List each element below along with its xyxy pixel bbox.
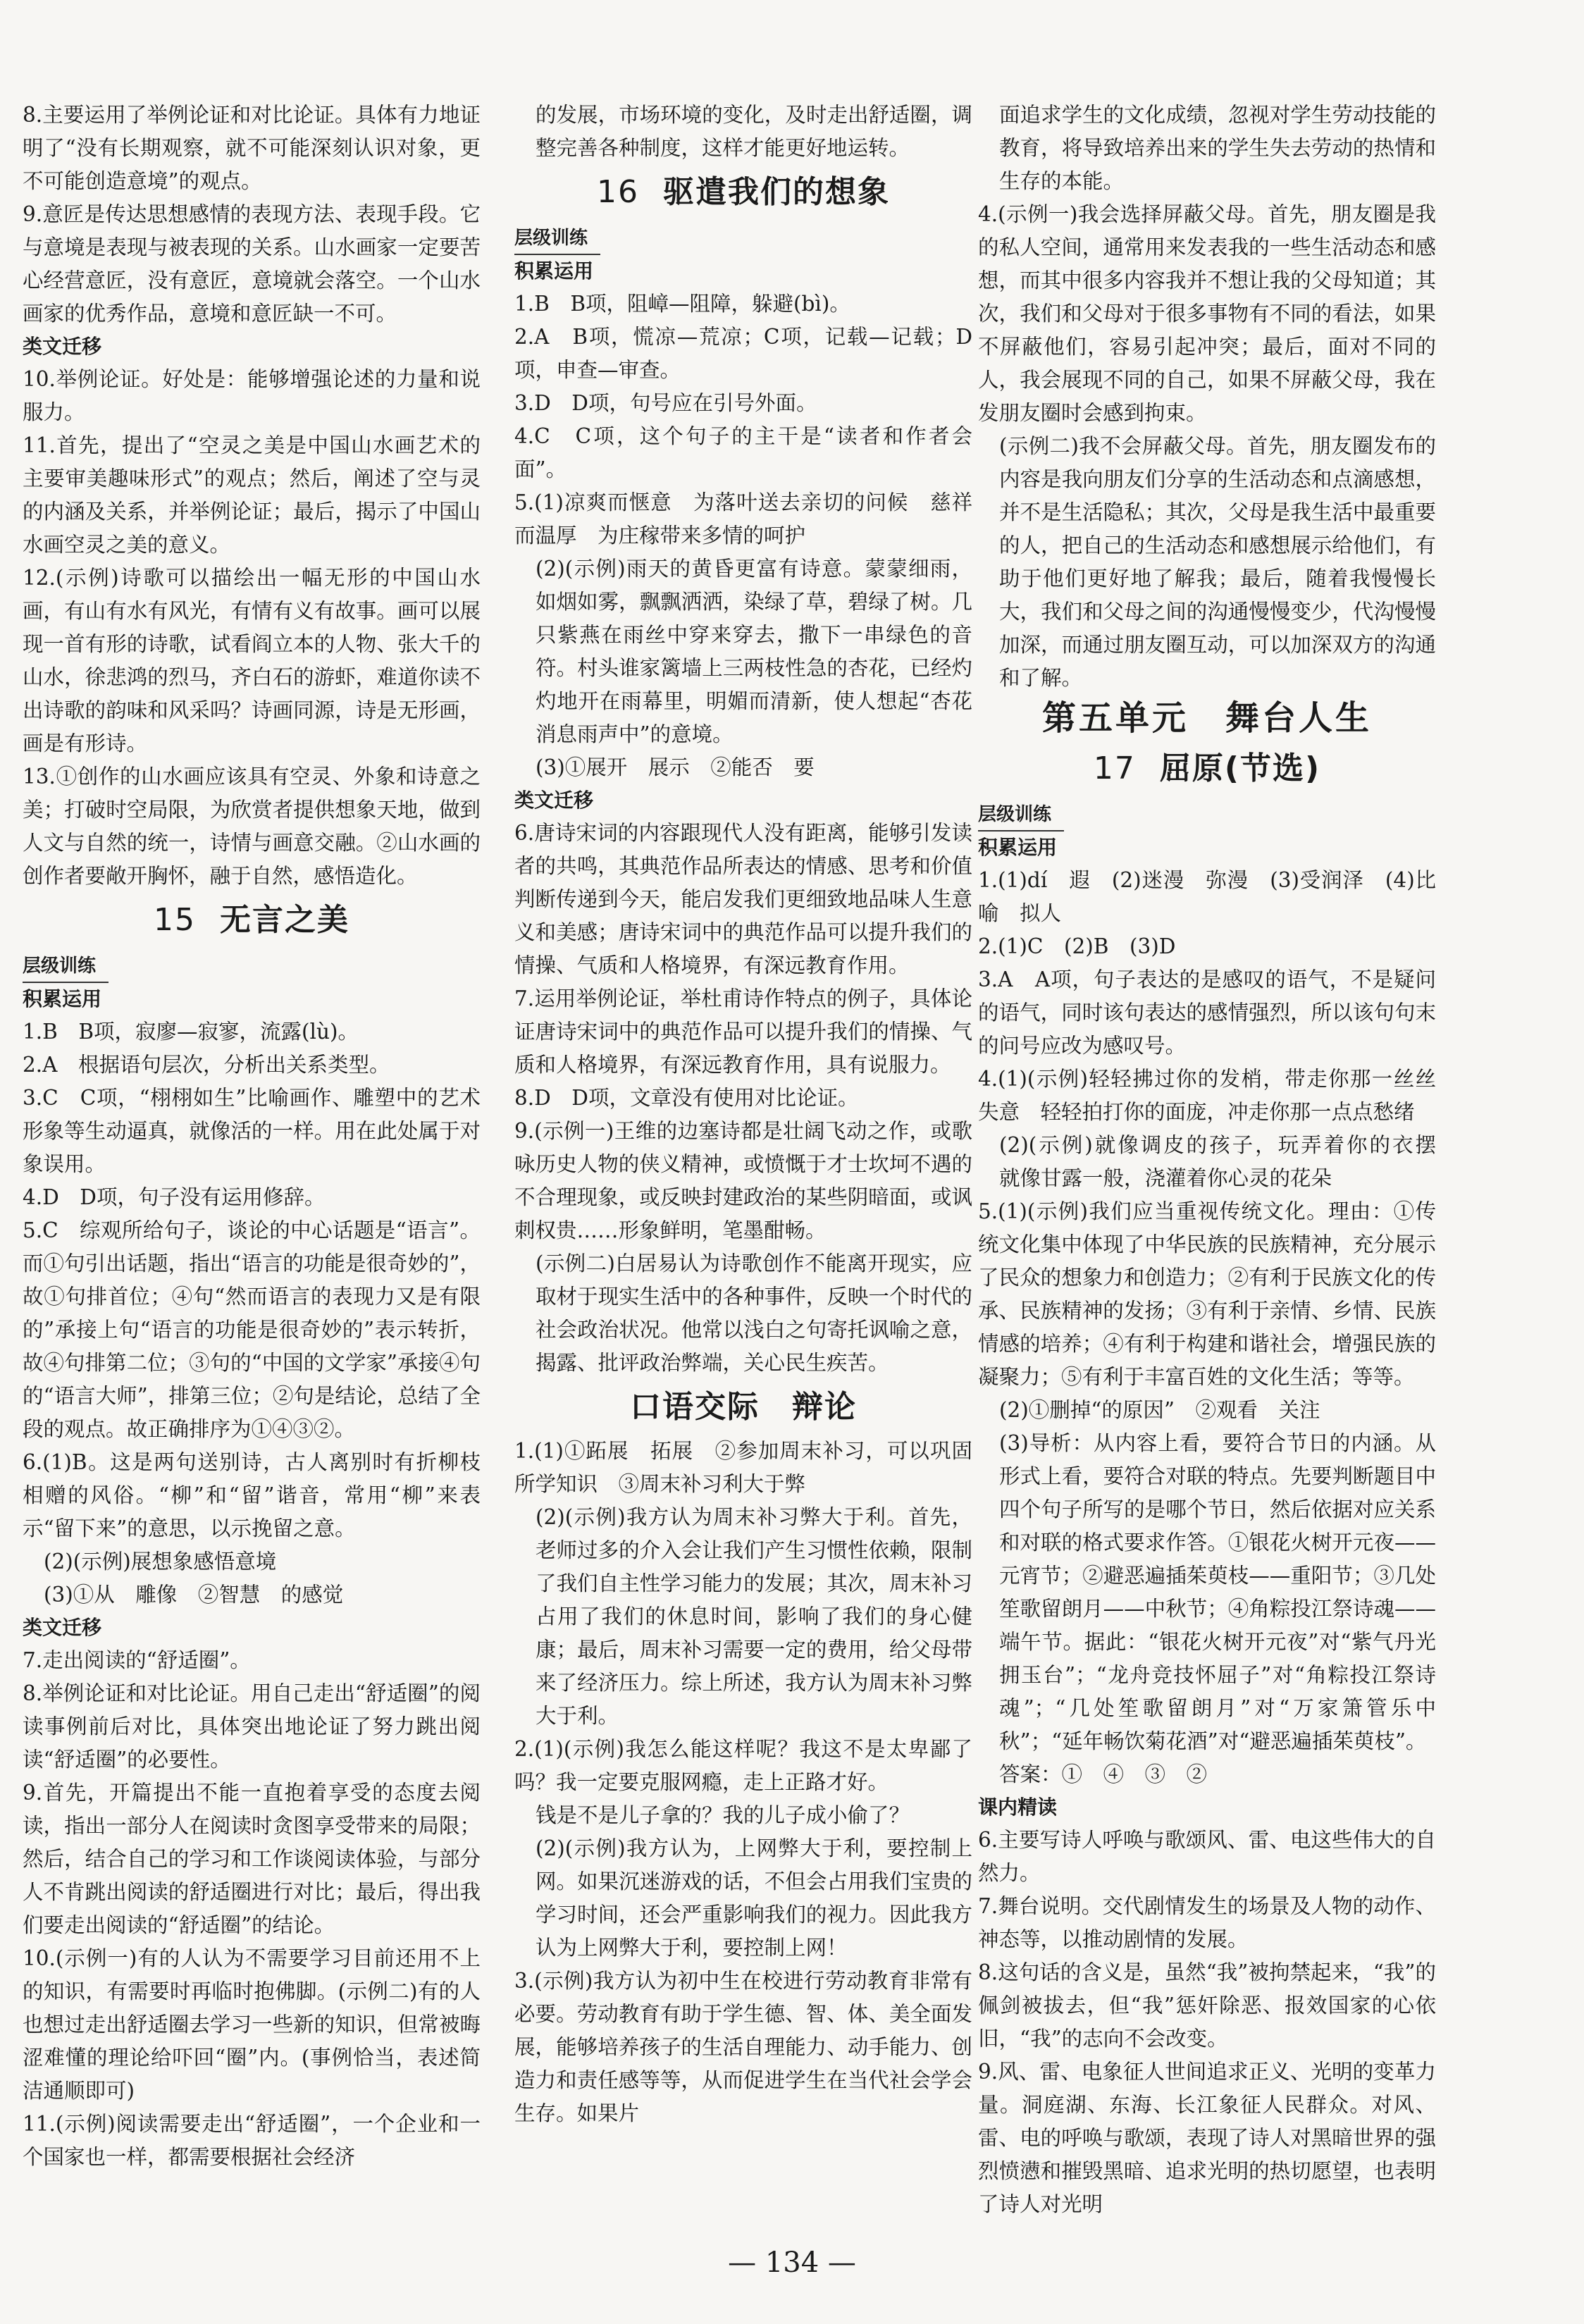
answer-item: 3.A A项，句子表达的是感叹的语气，不是疑问的语气，同时该句表达的感情强烈，所以该句句末的问号应改为感叹号。 — [978, 968, 1436, 1058]
section-name: 驱遣我们的想象 — [663, 174, 890, 210]
answer-item: 2.(1)C (2)B (3)D — [978, 934, 1176, 958]
answer-item: 1.B B项，寂廖—寂寥，流露(lù)。 — [23, 1020, 359, 1044]
answer-item: 10.举例论证。好处是：能够增强论述的力量和说服力。 — [23, 367, 481, 424]
answer-item: 10.(示例一)有的人认为不需要学习目前还用不上的知识，有需要时再临时抱佛脚。(示例二)有的人也想过走出舒适圈去学习一些新的知识，但常被晦涩难懂的理论给吓回“圈”内。(事例恰当，表述简洁通顺即可) — [23, 1946, 481, 2103]
section-number: 17 — [1093, 750, 1136, 786]
answer-line: (2)(示例)我方认为，上网弊大于利，要控制上网。如果沉迷游戏的话，不但会占用我们宝贵的学习时间，还会严重影响我们的视力。因此我方认为上网弊大于利，要控制上网！ — [536, 1836, 972, 1960]
answer-item: 3.(示例)我方认为初中生在校进行劳动教育非常有必要。劳动教育有助于学生德、智、体、美全面发展，能够培养孩子的生活自理能力、动手能力、创造力和责任感等等，从而促进学生在当代社会学会生存。如果片 — [514, 1969, 972, 2125]
answer-line: (2)(示例)就像调皮的孩子，玩弄着你的衣摆 就像甘露一般，浇灌着你心灵的花朵 — [999, 1133, 1457, 1190]
answer-item: 4.(1)(示例)轻轻拂过你的发梢，带走你那一丝丝失意 轻轻拍打你的面庞，冲走你那一点点愁绪 — [978, 1067, 1436, 1124]
answer-item: 3.C C项，“栩栩如生”比喻画作、雕塑中的艺术形象等生动逼真，就像活的一样。用在此处属于对象误用。 — [23, 1086, 481, 1176]
answer-line: (2)(示例)雨天的黄昏更富有诗意。蒙蒙细雨，如烟如雾，飘飘洒洒，染绿了草，碧绿了树。几只紫燕在雨丝中穿来穿去，撒下一串绿色的音符。村头谁家篱墙上三两枝性急的杏花，已经灼灼地开在雨幕里，明媚而清新，使人想起“杏花消息雨声中”的意境。 — [536, 557, 972, 746]
level-heading: 层级训练 — [23, 951, 109, 983]
answer-line: (3)①展开 展示 ②能否 要 — [536, 755, 815, 779]
section-title — [23, 896, 481, 945]
section-number: 15 — [154, 902, 196, 938]
answer-item: 2.(1)(示例)我怎么能这样呢？我这不是太卑鄙了吗？我一定要克服网瘾，走上正路才好。 — [514, 1737, 972, 1794]
answer-item: 7.舞台说明。交代剧情发生的场景及人物的动作、神态等，以推动剧情的发展。 — [978, 1894, 1436, 1951]
section-name: 屈原(节选) — [1159, 750, 1321, 786]
subsection-heading: 积累运用 — [514, 259, 594, 283]
answer-item: 6.主要写诗人呼唤与歌颂风、雷、电这些伟大的自然力。 — [978, 1828, 1436, 1885]
page-number: — 134 — — [728, 2246, 856, 2279]
answer-item: 9.首先，开篇提出不能一直抱着享受的态度去阅读，指出一部分人在阅读时贪图享受带来的局限；然后，结合自己的学习和工作谈阅读体验，与部分人不肯跳出阅读的舒适圈进行对比；最后，得出我们要走出阅读的“舒适圈”的结论。 — [23, 1781, 481, 1937]
answer-item: 5.(1)凉爽而惬意 为落叶送去亲切的问候 慈祥而温厚 为庄稼带来多情的呵护 — [514, 490, 972, 548]
answer-item: 5.(1)(示例)我们应当重视传统文化。理由：①传统文化集中体现了中华民族的民族精神，充分展示了民众的想象力和创造力；②有利于民族文化的传承、民族精神的发扬；③有利于亲情、乡情、民族情感的培养；④有利于构建和谐社会，增强民族的凝聚力；⑤有利于丰富百姓的文化生活；等等。 — [978, 1199, 1436, 1389]
section-number: 16 — [597, 174, 639, 210]
answer-item: 5.C 综观所给句子，谈论的中心话题是“语言”。而①句引出话题，指出“语言的功能是很奇妙的”，故①句排首位；④句“然而语言的表现力又是有限的”承接上句“语言的功能是很奇妙的”表示转折，故④句排第二位；③句的“中国的文学家”承接④句的“语言大师”，排第三位；②句是结论，总结了全段的观点。故正确排序为①④③②。 — [23, 1218, 481, 1441]
answer-line: 的发展，市场环境的变化，及时走出舒适圈，调整完善各种制度，这样才能更好地运转。 — [536, 103, 972, 160]
answer-line: (2)(示例)我方认为周末补习弊大于利。首先，老师过多的介入会让我们产生习惯性依赖，限制了我们自主性学习能力的发展；其次，周末补习占用了我们的休息时间，影响了我们的身心健康；最后，周末补习需要一定的费用，给父母带来了经济压力。综上所述，我方认为周末补习弊大于利。 — [536, 1505, 972, 1728]
answer-item: 7.运用举例论证，举杜甫诗作特点的例子，具体论证唐诗宋词中的典范作品可以提升我们的情操、气质和人格境界，有深远教育作用，具有说服力。 — [514, 987, 972, 1077]
answer-item: 2.A 根据语句层次，分析出关系类型。 — [23, 1053, 390, 1077]
answer-item: 3.D D项，句号应在引号外面。 — [514, 391, 817, 415]
answer-item: 6.唐诗宋词的内容跟现代人没有距离，能够引发读者的共鸣，其典范作品所表达的情感、思考和价值判断传递到今天，能启发我们更细致地品味人生意义和美感；唐诗宋词中的典范作品可以提升我们的情操、气质和人格境界，有深远教育作用。 — [514, 821, 972, 977]
answer-line: 答案：① ④ ③ ② — [999, 1762, 1208, 1786]
answer-item: 13.①创作的山水画应该具有空灵、外象和诗意之美；打破时空局限，为欣赏者提供想象天地，做到人文与自然的统一，诗情与画意交融。②山水画的创作者要敞开胸怀，融于自然，感悟造化。 — [23, 765, 481, 888]
answer-line: (示例二)白居易认为诗歌创作不能离开现实，应取材于现实生活中的各种事件，反映一个时代的社会政治状况。他常以浅白之句寄托讽喻之意，揭露、批评政治弊端，关心民生疾苦。 — [536, 1251, 972, 1375]
answer-item: 11.(示例)阅读需要走出“舒适圈”，一个企业和一个国家也一样，都需要根据社会经济 — [23, 2112, 481, 2169]
answer-item: 1.(1)①跖展 拓展 ②参加周末补习，可以巩固所学知识 ③周末补习利大于弊 — [514, 1439, 972, 1496]
answer-item: 4.D D项，句子没有运用修辞。 — [23, 1185, 326, 1209]
answer-item: 2.A B项，慌凉—荒凉；C项，记载—记载；D项，申查—审查。 — [514, 325, 972, 382]
answer-line: (3)导析：从内容上看，要符合节日的内涵。从形式上看，要符合对联的特点。先要判断题目中四个句子所写的是哪个节日，然后依据对应关系和对联的格式要求作答。①银花火树开元夜——元宵节；②避恶遍插茱萸枝——重阳节；③几处笙歌留朗月——中秋节；④角粽投江祭诗魂——端午节。据此：“银花火树开元夜”对“紫气丹光拥玉台”；“龙舟竞技怀屈子”对“角粽投江祭诗魂”；“几处笙歌留朗月”对“万家箫管乐中秋”；“延年畅饮菊花酒”对“避恶遍插茱萸枝”。 — [999, 1431, 1436, 1753]
section-title — [514, 1383, 972, 1432]
subsection-heading: 课内精读 — [978, 1795, 1058, 1819]
answer-item: 6.(1)B。这是两句送别诗，古人离别时有折柳枝相赠的风俗。“柳”和“留”谐音，常用“柳”来表示“留下来”的意思，以示挽留之意。 — [23, 1450, 481, 1540]
answer-item: 11.首先，提出了“空灵之美是中国山水画艺术的主要审美趣味形式”的观点；然后，阐述了空与灵的内涵及关系，并举例论证；最后，揭示了中国山水画空灵之美的意义。 — [23, 433, 481, 557]
section-name: 口语交际 辩论 — [630, 1389, 857, 1425]
level-heading: 层级训练 — [978, 799, 1064, 832]
section-name: 无言之美 — [220, 902, 349, 938]
answer-item: 9.(示例一)王维的边塞诗都是壮阔飞动之作，或歌咏历史人物的侠义精神，或愤慨于才士坎坷不遇的不合理现象，或反映封建政治的某些阴暗面，或讽刺权贵……形象鲜明，笔墨酣畅。 — [514, 1119, 972, 1242]
answer-item: 12.(示例)诗歌可以描绘出一幅无形的中国山水画，有山有水有风光，有情有义有故事。画可以展现一首有形的诗歌，试看阎立本的人物、张大千的山水，徐悲鸿的烈马，齐白石的游虾，难道你读不出诗歌的韵味和风采吗？诗画同源，诗是无形画，画是有形诗。 — [23, 566, 481, 755]
answer-item: 1.B B项，阻嶂—阻障，躲避(bì)。 — [514, 292, 850, 316]
answer-line: 钱是不是儿子拿的？我的儿子成小偷了？ — [536, 1803, 910, 1827]
answer-line: (2)(示例)展想象感悟意境 — [44, 1550, 277, 1574]
subsection-heading: 类文迁移 — [23, 335, 102, 358]
column-middle — [514, 99, 972, 2130]
answer-item: 8.这句话的含义是，虽然“我”被拘禁起来，“我”的佩剑被拔去，但“我”惩奸除恶、报效国家的心依旧，“我”的志向不会改变。 — [978, 1960, 1436, 2051]
answer-item: 9.意匠是传达思想感情的表现方法、表现手段。它与意境是表现与被表现的关系。山水画家一定要苦心经营意匠，没有意匠，意境就会落空。一个山水画家的优秀作品，意境和意匠缺一不可。 — [23, 202, 481, 326]
answer-item: 7.走出阅读的“舒适圈”。 — [23, 1648, 251, 1672]
subsection-heading: 类文迁移 — [23, 1616, 102, 1639]
answer-item: 8.主要运用了举例论证和对比论证。具体有力地证明了“没有长期观察，就不可能深刻认识对象，更不可能创造意境”的观点。 — [23, 103, 481, 193]
answer-item: 9.风、雷、电象征人世间追求正义、光明的变革力量。洞庭湖、东海、长江象征人民群众。对风、雷、电的呼唤与歌颂，表现了诗人对黑暗世界的强烈愤懑和摧毁黑暗、追求光明的热切愿望，也表明了诗人对光明 — [978, 2060, 1436, 2216]
subsection-heading: 积累运用 — [23, 987, 102, 1010]
answer-line: (3)①从 雕像 ②智慧 的感觉 — [44, 1583, 344, 1607]
unit-title: 第五单元 舞台人生 — [1041, 698, 1372, 738]
column-right — [978, 99, 1457, 2221]
answer-item: 1.(1)dí 遐 (2)迷漫 弥漫 (3)受润泽 (4)比喻 拟人 — [978, 868, 1436, 925]
answer-item: 4.C C项，这个句子的主干是“读者和作者会面”。 — [514, 424, 972, 481]
answer-line: (示例二)我不会屏蔽父母。首先，朋友圈发布的内容是我向朋友们分享的生活动态和点滴感想，并不是生活隐私；其次，父母是我生活中最重要的人，把自己的生活动态和感想展示给他们，有助于他们更好地了解我；最后，随着我慢慢长大，我们和父母之间的沟通慢慢变少，代沟慢慢加深，而通过朋友圈互动，可以加深双方的沟通和了解。 — [999, 434, 1436, 690]
subsection-heading: 类文迁移 — [514, 789, 594, 812]
answer-item: 4.(示例一)我会选择屏蔽父母。首先，朋友圈是我的私人空间，通常用来发表我的一些生活动态和感想，而其中很多内容我并不想让我的父母知道；其次，我们和父母对于很多事物有不同的看法，如果不屏蔽他们，容易引起冲突；最后，面对不同的人，我会展现不同的自己，如果不屏蔽父母，我在发朋友圈时会感到拘束。 — [978, 202, 1436, 425]
column-left — [23, 99, 481, 2174]
subsection-heading: 积累运用 — [978, 836, 1058, 859]
section-title — [978, 744, 1436, 793]
answer-line: 面追求学生的文化成绩，忽视对学生劳动技能的教育，将导致培养出来的学生失去劳动的热情和生存的本能。 — [999, 103, 1436, 193]
section-title — [514, 168, 972, 217]
level-heading: 层级训练 — [514, 223, 600, 255]
answer-line: (2)①删掉“的原因” ②观看 关注 — [999, 1398, 1320, 1422]
answer-item: 8.举例论证和对比论证。用自己走出“舒适圈”的阅读事例前后对比，具体突出地论证了努力跳出阅读“舒适圈”的必要性。 — [23, 1681, 481, 1772]
answer-item: 8.D D项，文章没有使用对比论证。 — [514, 1086, 859, 1110]
